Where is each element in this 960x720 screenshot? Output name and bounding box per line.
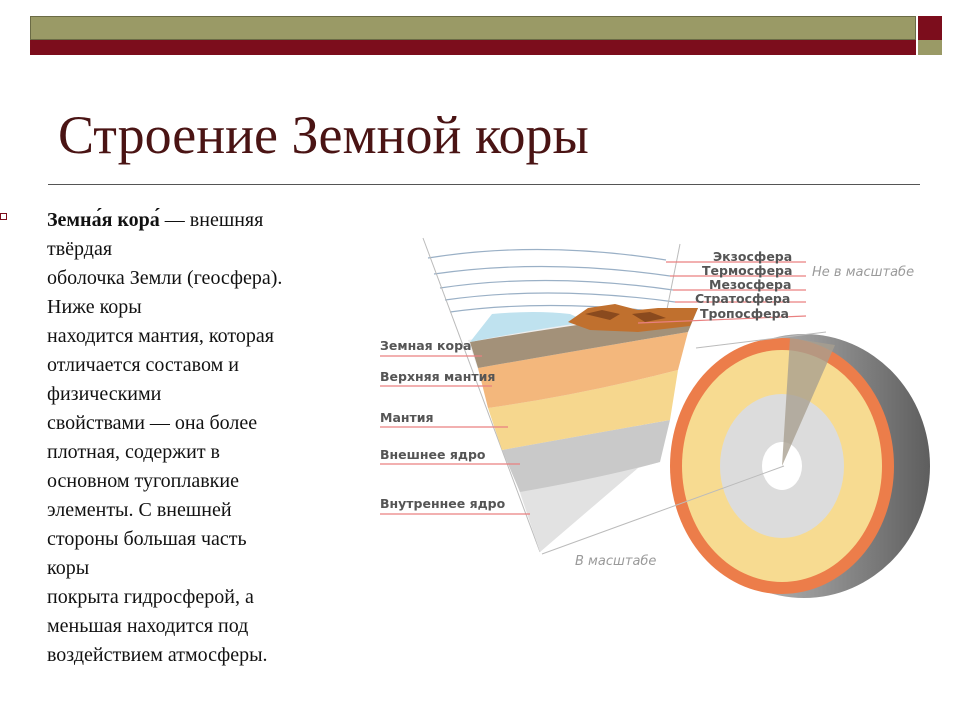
text-line-1 bbox=[47, 206, 339, 235]
label-mesosphere: Мезосфера bbox=[709, 277, 792, 292]
text-line: основном тугоплавкие bbox=[47, 470, 239, 492]
label-to-scale: В масштабе bbox=[575, 554, 657, 569]
text-line: воздействием атмосферы. bbox=[47, 644, 268, 666]
label-mantle: Мантия bbox=[380, 410, 434, 425]
text-line: элементы. С внешней bbox=[47, 499, 232, 521]
header-bar-maroon bbox=[30, 40, 916, 55]
label-thermosphere: Термосфера bbox=[702, 263, 793, 278]
header-square-olive bbox=[918, 40, 942, 55]
text-line: плотная, содержит в bbox=[47, 441, 220, 463]
text-line: стороны большая часть bbox=[47, 528, 247, 550]
header-bar-olive bbox=[30, 16, 916, 40]
text-line: Ниже коры bbox=[47, 296, 142, 318]
title-divider bbox=[48, 184, 920, 185]
term-bold: Земна́я кора́ bbox=[47, 209, 160, 231]
earth-structure-diagram bbox=[370, 230, 950, 630]
atmosphere-labels bbox=[695, 249, 914, 321]
header-square-maroon bbox=[918, 16, 942, 40]
text-line: твёрдая bbox=[47, 238, 113, 260]
atmosphere-arcs bbox=[428, 249, 678, 314]
label-outer-core: Внешнее ядро bbox=[380, 447, 486, 462]
label-stratosphere: Стратосфера bbox=[695, 291, 791, 306]
text-line: отличается составом и bbox=[47, 354, 239, 376]
text-line: свойствами — она более bbox=[47, 412, 258, 434]
text-line: физическими bbox=[47, 383, 162, 405]
body-text bbox=[47, 206, 339, 670]
label-crust: Земная кора bbox=[380, 338, 472, 353]
label-exosphere: Экзосфера bbox=[713, 249, 793, 264]
text-line: коры bbox=[47, 557, 90, 579]
text-line-1-rest: — внешняя bbox=[159, 209, 264, 231]
label-inner-core: Внутреннее ядро bbox=[380, 496, 506, 511]
text-line: оболочка Земли (геосфера). bbox=[47, 267, 283, 289]
slide-title: Строение Земной коры bbox=[58, 105, 589, 165]
label-not-to-scale: Не в масштабе bbox=[812, 265, 915, 280]
label-upper-mantle: Верхняя мантия bbox=[380, 369, 496, 384]
text-line: покрыта гидросферой, а bbox=[47, 586, 254, 608]
earth-wedge bbox=[468, 304, 698, 552]
text-line: находится мантия, которая bbox=[47, 325, 274, 347]
bullet-square-icon bbox=[0, 213, 7, 220]
text-line: меньшая находится под bbox=[47, 615, 249, 637]
label-troposphere: Тропосфера bbox=[700, 306, 789, 321]
